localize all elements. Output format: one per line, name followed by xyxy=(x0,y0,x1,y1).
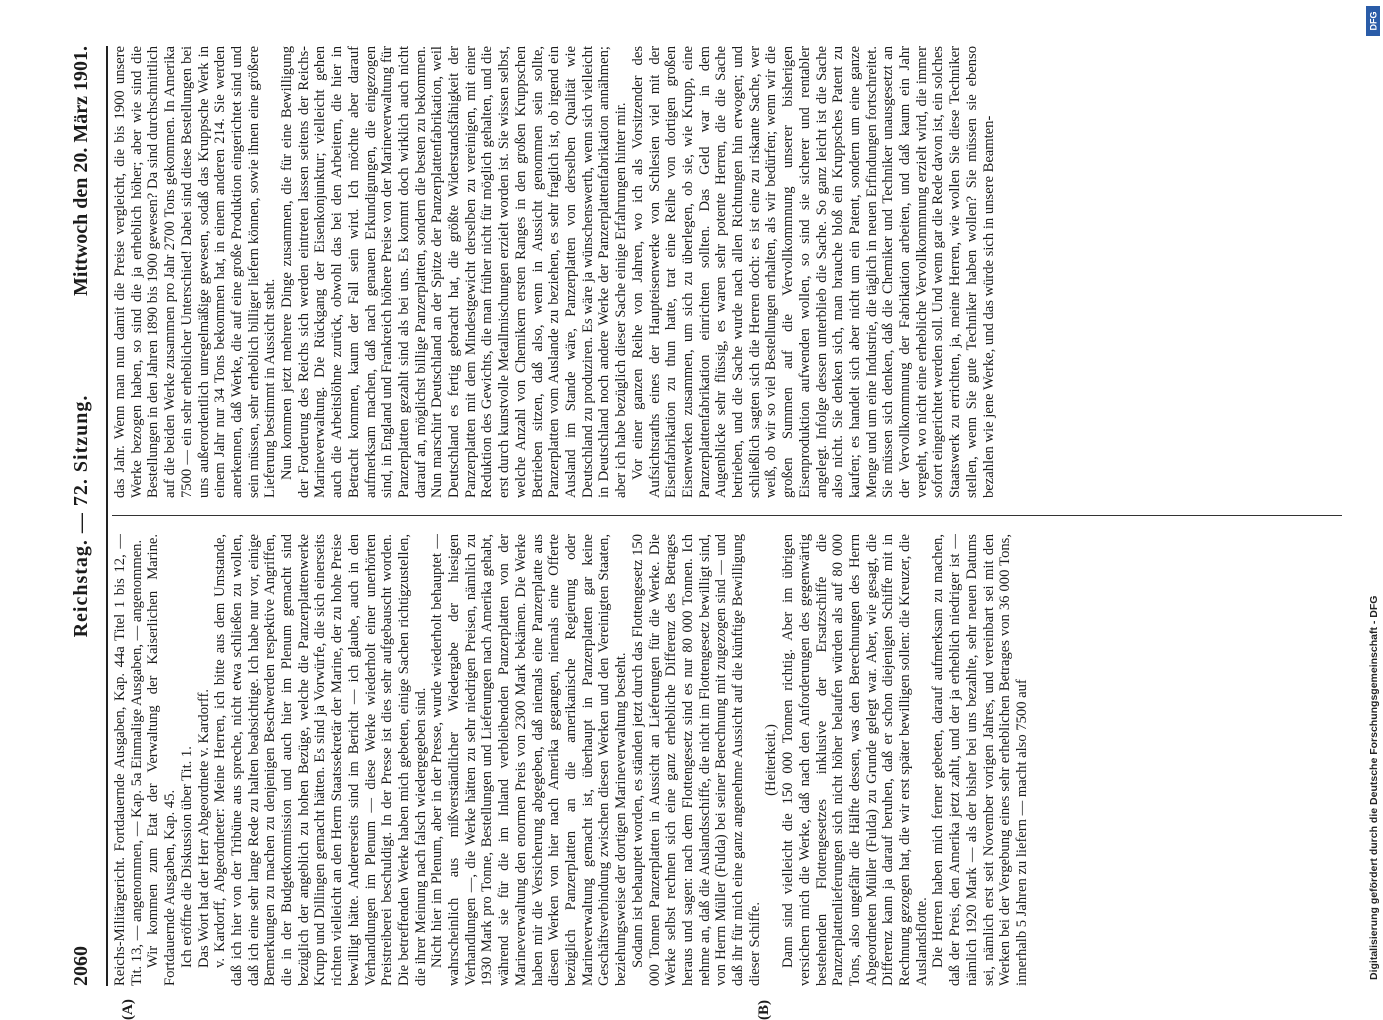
page-header-title: Reichstag. — 72. Sitzung. xyxy=(70,394,92,638)
rotated-page xyxy=(60,46,1350,1020)
column-divider xyxy=(112,515,1342,516)
dfg-logo-text: DFG xyxy=(1368,11,1378,31)
paragraph: Das Wort hat der Herr Abgeordnete v. Kardorff. xyxy=(195,689,212,968)
paragraph: Vor einer ganzen Reihe von Jahren, wo ich als Vorsitzender des Aufsichtsraths eines der Haupteisenwerke von Schlesien viel mit der Eisenfabrikation zu thun hatte, trat eine Reihe von dortigen großen Eisenwerken zusammen, um sich zu überlegen, ob sie, wie Krupp, eine Panzerplattenfabrikation einrichten sollten. Das Geld war in dem Augenblicke sehr flüssig, es waren sehr potente Herren, die die Sache betrieben, und die Sache wurde nach allen Richtungen hin erwogen; und schließlich sagten sich die Herren doch: es ist eine zu riskante Sache, wer weiß, ob wir so viel Bestellungen erhalten, als wir bedürfen; wenn wir die großen Summen auf die Vervollkommnung unserer bisherigen Eisenproduktion aufwenden wollen, so sind sie sicherer und rentabler angelegt. Infolge dessen unterblieb die Sache. So ganz leicht ist die Sache also nicht. Sie denken sich, man brauche bloß ein Kruppsches Patent zu kaufen; es handelt sich aber nicht um ein Patent, sondern um eine ganze Menge und um eine Industrie, die täglich in neuen Erfindungen fortschreitet. Sie müssen sich denken, daß die Chemiker und Techniker unausgesetzt an der Vervollkommnung der Fabrikation arbeiten, und daß kaum ein Jahr vergeht, wo nicht eine erhebliche Vervollkommnung erzielt wird, die immer sofort eingerichtet werden soll. Und wenn gar die Rede davon ist, ein solches Staatswerk zu errichten, ja, meine Herren, wie wollen Sie diese Techniker stellen, wenn Sie gute Techniker haben wollen? Sie müssen sie ebenso bezahlen wie jene Werke, und das würde sich in unsere Beamten- xyxy=(629,46,997,498)
paragraph: Die Herren haben mich ferner gebeten, darauf aufmerksam zu machen, daß der Preis, den Amerika jetzt zahlt, und der ja erheblich niedriger ist — nämlich 1920 Mark — als der bisher bei uns bezahlte, sehr neuen Datums sei, nämlich erst seit November vorigen Jahres, und vereinbart sei mit den Werken bei der Vergebung eines sehr erheblichen Betrages von 36 000 Tons, innerhalb 5 Jahren zu liefern — macht also 7500 auf xyxy=(930,534,1030,986)
paragraph: Wir kommen zum Etat der Verwaltung der Kaiserlichen Marine. Fortdauernde Ausgaben, Kap. 45. xyxy=(145,534,179,986)
page-header-date: Mittwoch den 20. März 1901. xyxy=(70,46,92,296)
paragraph: das Jahr. Wenn man nun damit die Preise vergleicht, die bis 1900 unsere Werke bezogen haben, so sind die ja erheblich höher; aber wie sind die Bestellungen in den Jahren 1890 bis 1900 gewesen? Da sind durchschnittlich auf die beiden Werke zusammen pro Jahr 2700 Tons gekommen. In Amerika 7500 — ein sehr erheblicher Unterschied! Dabei sind diese Bestellungen bei uns außerordentlich unregelmäßige gewesen, sodaß das Kruppsche Werk in einem Jahr nur 34 Tons bekommen hat, in einem anderen 214. Sie werden anerkennen, daß Werke, die auf eine große Produktion eingerichtet sind und sein müssen, sehr erheblich billiger liefern können, sowie ihnen eine größere Lieferung bestimmt in Aussicht steht. xyxy=(112,46,279,498)
margin-mark-b: (B) xyxy=(756,1000,772,1020)
paragraph: v. Kardorff, Abgeordneter: Meine Herren, ich bitte aus dem Umstande, daß ich hier von der Tribüne aus spreche, nicht etwa schließen zu wollen, daß ich eine sehr lange Rede zu halten beabsichtige. Ich habe nur vor, einige Bemerkungen zu machen zu denjenigen Beschwerden respektive Angriffen, die in der Budgetkommission und auch hier im Plenum gemacht sind bezüglich der angeblich zu hohen Bezüge, welche die Panzerplattenwerke Krupp und Dillingen gemacht hätten. Es sind ja Vorwürfe, die sich einerseits richten vielleicht an den Herrn Staatssekretär der Marine, der zu hohe Preise bewilligt hätte. Andererseits sind im Bericht — ich glaube, auch in den Verhandlungen im Plenum — diese Werke wiederholt einer unerhörten Preistreiberei beschuldigt. In der Presse ist dies sehr aufgebauscht worden. Die betreffenden Werke haben mich gebeten, einige Sachen richtigzustellen, die ihrer Meinung nach falsch wiedergegeben sind. xyxy=(212,534,429,986)
paragraph: Nicht hier im Plenum, aber in der Presse, wurde wiederholt behauptet — wahrscheinlich aus mißverständlicher Wiedergabe der hiesigen Verhandlungen —, die Werke hätten zu sehr niedrigen Preisen, nämlich zu 1930 Mark pro Tonne, Bestellungen und Lieferungen nach Amerika gehabt, während sie für die im Inland verbleibenden Panzerplatten von der Marineverwaltung den enormen Preis von 2300 Mark bekämen. Die Werke haben mir die Versicherung abgegeben, daß niemals eine Panzerplatte aus diesen Werken von hier nach Amerika gegangen, niemals eine Offerte bezüglich Panzerplatten an die amerikanische Regierung oder Marineverwaltung gemacht ist, überhaupt in Panzerplatten gar keine Geschäftsverbindung zwischen diesen Werken und den Vereinigten Staaten, beziehungsweise der dortigen Marineverwaltung besteht. xyxy=(429,534,630,986)
page-number: 2060 xyxy=(70,946,92,986)
page-header xyxy=(60,46,108,986)
right-column xyxy=(112,46,1348,498)
paragraph: Dann sind vielleicht die 150 000 Tonnen richtig. Aber im übrigen versichern mich die Werke, daß nach den Anforderungen des gegenwärtig bestehenden Flottengesetzes inklusive der Ersatzschiffe die Panzerplattenlieferungen sich nicht höher belaufen würden als auf 80 000 Tons, also ungefähr die Hälfte dessen, was den Berechnungen des Herrn Abgeordneten Müller (Fulda) zu Grunde gelegt war. Aber, wie gesagt, die Differenz kann ja darauf beruhen, daß er schon diejenigen Schiffe mit in Rechnung gezogen hat, die wir erst später bewilligen sollen: die Kreuzer, die Auslandsflotte. xyxy=(780,534,930,986)
dfg-logo xyxy=(1366,6,1380,36)
paragraph: Reichs-Militärgericht. Fortdauernde Ausgaben, Kap. 44a Titel 1 bis 12, — Tit. 13, — angenommen, — Kap. 5a Einmalige Ausgaben, — angenommen. xyxy=(112,534,145,986)
digitization-credit: Digitalisierung gefördert durch die Deutsche Forschungsgemeinschaft - DFG xyxy=(1368,595,1380,980)
paragraph: Ich eröffne die Diskussion über Tit. 1. xyxy=(178,746,195,968)
paragraph: (Heiterkeit.) xyxy=(763,724,780,796)
paragraph: Nun kommen jetzt mehrere Dinge zusammen, die für eine Bewilligung der Forderung des Reichs sich werden eintreten lassen seitens der Reichs-Marineverwaltung. Die Rückgang der Eisenkonjunktur; vielleicht gehen auch die Arbeitslöhne zurück, obwohl das bei den Arbeitern, die hier in Betracht kommen, kaum der Fall sein wird. Ich möchte aber darauf aufmerksam machen, daß nach genauen Erkundigungen, die eingezogen sind, in England und Frankreich höhere Preise von der Marineverwaltung für Panzerplatten gezahlt sind als bei uns. Es kommt doch wirklich auch nicht darauf an, möglichst billige Panzerplatten, sondern die besten zu bekommen. Nun marschirt Deutschland an der Spitze der Panzerplattenfabrikation, weil Deutschland es fertig gebracht hat, die größte Widerstandsfähigkeit der Panzerplatten mit dem Mindestgewicht derselben zu vereinigen, mit einer Reduktion des Gewichts, die man früher nicht für möglich gehalten, und die erst durch kunstvolle Metallmischungen erzielt worden ist. Sie wissen selbst, welche Anzahl von Chemikern ersten Ranges in den großen Kruppschen Betrieben sitzen, daß also, wenn in Aussicht genommen sein sollte, Panzerplatten vom Auslande zu beziehen, es sehr fraglich ist, ob irgend ein Ausland im Stande wäre, Panzerplatten von derselben Qualität wie Deutschland zu produziren. Es wäre ja wünschenswerth, wenn sich vielleicht in Deutschland noch andere Werke der Panzerplattenfabrikation annähmen; aber ich habe bezüglich dieser Sache einige Erfahrungen hinter mir. xyxy=(279,46,630,498)
margin-mark-a: (A) xyxy=(120,999,136,1020)
paragraph: Sodann ist behauptet worden, es ständen jetzt durch das Flottengesetz 150 000 Tonnen Panzerplatten in Aussicht an Lieferungen für die Werke. Die Werke selbst rechnen sich eine ganz erhebliche Differenz des Betrages heraus und sagen: nach dem Flottengesetz sind es nur 80 000 Tonnen. Ich nehme an, daß die Auslandsschiffe, die nicht im Flottengesetz bewilligt sind, von Herrn Müller (Fulda) bei seiner Berechnung mit zugezogen sind — und daß ihr für mich eine ganz angenehme Aussicht auf die künftige Bewilligung dieser Schiffe. xyxy=(629,534,763,986)
left-column xyxy=(112,534,1348,986)
